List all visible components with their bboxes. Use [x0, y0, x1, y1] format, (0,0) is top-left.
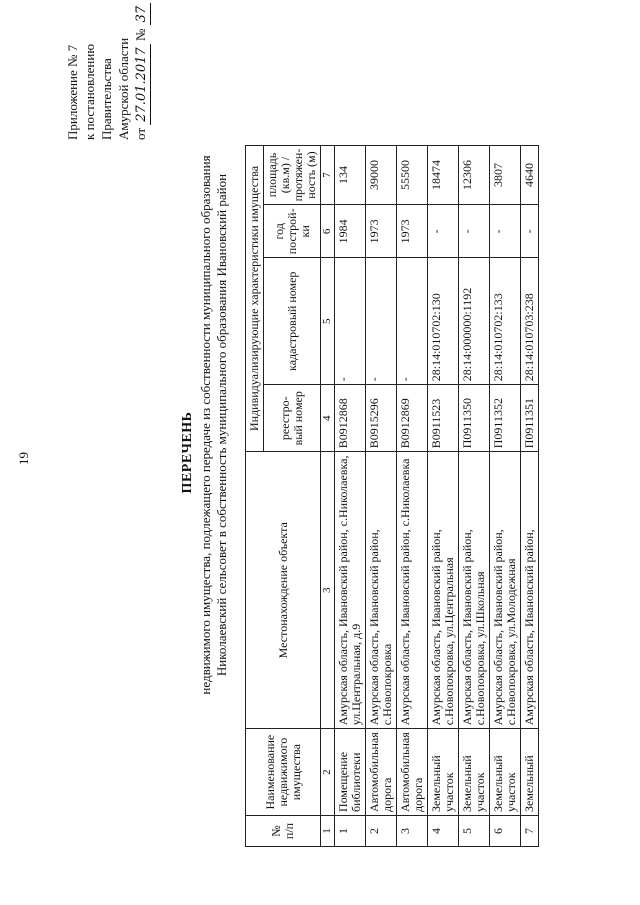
header-num: № п/п	[246, 816, 321, 847]
row-area-cell: 3807	[490, 145, 521, 205]
appendix-line-3: Амурской области	[116, 37, 131, 140]
index-cell: 4	[321, 385, 335, 452]
row-location-cell: Амурская область, Ивановский район, с.Николаевка	[397, 452, 428, 729]
row-name-cell: Автомобильная дорога	[366, 729, 397, 816]
number-prefix: №	[133, 28, 148, 42]
row-cad-cell: 28:14:000000:1192	[459, 258, 490, 385]
row-name-cell: Земельный	[521, 729, 539, 816]
handwritten-date: 27.01.2017	[133, 44, 151, 124]
row-location-cell: Амурская область, Ивановский район, с.Новопокровка, ул.Молодежная	[490, 452, 521, 729]
row-area-cell: 134	[335, 145, 366, 205]
property-table	[245, 145, 539, 847]
row-location-cell: Амурская область, Ивановский район, с.Новопокровка, ул.Центральная	[428, 452, 459, 729]
row-reg-cell: П0911350	[459, 385, 490, 452]
row-area-cell: 18474	[428, 145, 459, 205]
row-reg-cell: П0911351	[521, 385, 539, 452]
page-number: 19	[16, 452, 31, 465]
row-num-cell: 6	[490, 816, 521, 847]
index-cell: 2	[321, 729, 335, 816]
table-row	[397, 145, 428, 846]
table-row	[459, 145, 490, 846]
document-title: ПЕРЕЧЕНЬ	[180, 411, 195, 494]
row-location-cell: Амурская область, Ивановский район,	[521, 452, 539, 729]
row-area-cell: 55500	[397, 145, 428, 205]
row-num-cell: 7	[521, 816, 539, 847]
table-row	[490, 145, 521, 846]
header-ident-group: Индивидуализирующие характеристики имущества	[246, 145, 264, 452]
row-cad-cell: -	[335, 258, 366, 385]
row-cad-cell: -	[397, 258, 428, 385]
row-num-cell: 2	[366, 816, 397, 847]
row-name-cell: Автомобильная дорога	[397, 729, 428, 816]
row-reg-cell: В0912869	[397, 385, 428, 452]
index-cell: 3	[321, 452, 335, 729]
row-year-cell: -	[428, 205, 459, 258]
row-name-cell: Земельный участок	[490, 729, 521, 816]
row-num-cell: 5	[459, 816, 490, 847]
row-location-cell: Амурская область, Ивановский район, с.Новопокровка, ул.Школьная	[459, 452, 490, 729]
header-location: Местонахождение объекта	[246, 452, 321, 729]
appendix-date-line	[132, 0, 151, 140]
index-cell: 7	[321, 145, 335, 205]
document-subtitle: недвижимого имущества, подлежащего передаче из собственности муниципального образования Николаевский сельсовет в собственность муниципального образования Ивановский район	[198, 155, 229, 695]
row-area-cell: 39000	[366, 145, 397, 205]
row-num-cell: 3	[397, 816, 428, 847]
header-name: Наименование недвижимого имущества	[246, 729, 321, 816]
row-year-cell: 1984	[335, 205, 366, 258]
row-year-cell: -	[459, 205, 490, 258]
row-cad-cell: 28:14:010703:238	[521, 258, 539, 385]
row-reg-cell: В0911523	[428, 385, 459, 452]
header-year: год построй-ки	[264, 205, 321, 258]
appendix-line-1: Приложение № 7	[65, 44, 80, 140]
row-year-cell: -	[521, 205, 539, 258]
table-row	[428, 145, 459, 846]
row-name-cell: Земельный участок	[459, 729, 490, 816]
row-cad-cell: -	[366, 258, 397, 385]
table-row	[335, 145, 366, 846]
handwritten-number: 37	[133, 3, 151, 26]
table-row	[521, 145, 539, 846]
index-cell: 1	[321, 816, 335, 847]
row-num-cell: 1	[335, 816, 366, 847]
index-cell: 6	[321, 205, 335, 258]
row-cad-cell: 28:14:010702:133	[490, 258, 521, 385]
row-reg-cell: П0911352	[490, 385, 521, 452]
row-num-cell: 4	[428, 816, 459, 847]
row-location-cell: Амурская область, Ивановский район, с.Николаевка, ул.Центральная, д.9	[335, 452, 366, 729]
row-year-cell: -	[490, 205, 521, 258]
appendix-line-2: к постановлению Правительства	[82, 43, 114, 140]
column-index-row	[321, 145, 335, 846]
row-location-cell: Амурская область, Ивановский район, с.Новопокровка	[366, 452, 397, 729]
header-area: площадь (кв.м) / протяжен-ность (м)	[264, 145, 321, 205]
header-cad: кадастровый номер	[264, 258, 321, 385]
row-reg-cell: В0915296	[366, 385, 397, 452]
date-prefix: от	[133, 127, 148, 140]
row-cad-cell: 28:14:010702:130	[428, 258, 459, 385]
row-reg-cell: В0912868	[335, 385, 366, 452]
row-year-cell: 1973	[397, 205, 428, 258]
header-reg: реестро-вый номер	[264, 385, 321, 452]
appendix-block	[64, 0, 151, 140]
row-name-cell: Помещение библиотеки	[335, 729, 366, 816]
table-row	[366, 145, 397, 846]
row-year-cell: 1973	[366, 205, 397, 258]
row-name-cell: Земельный участок	[428, 729, 459, 816]
index-cell: 5	[321, 258, 335, 385]
row-area-cell: 12306	[459, 145, 490, 205]
row-area-cell: 4640	[521, 145, 539, 205]
